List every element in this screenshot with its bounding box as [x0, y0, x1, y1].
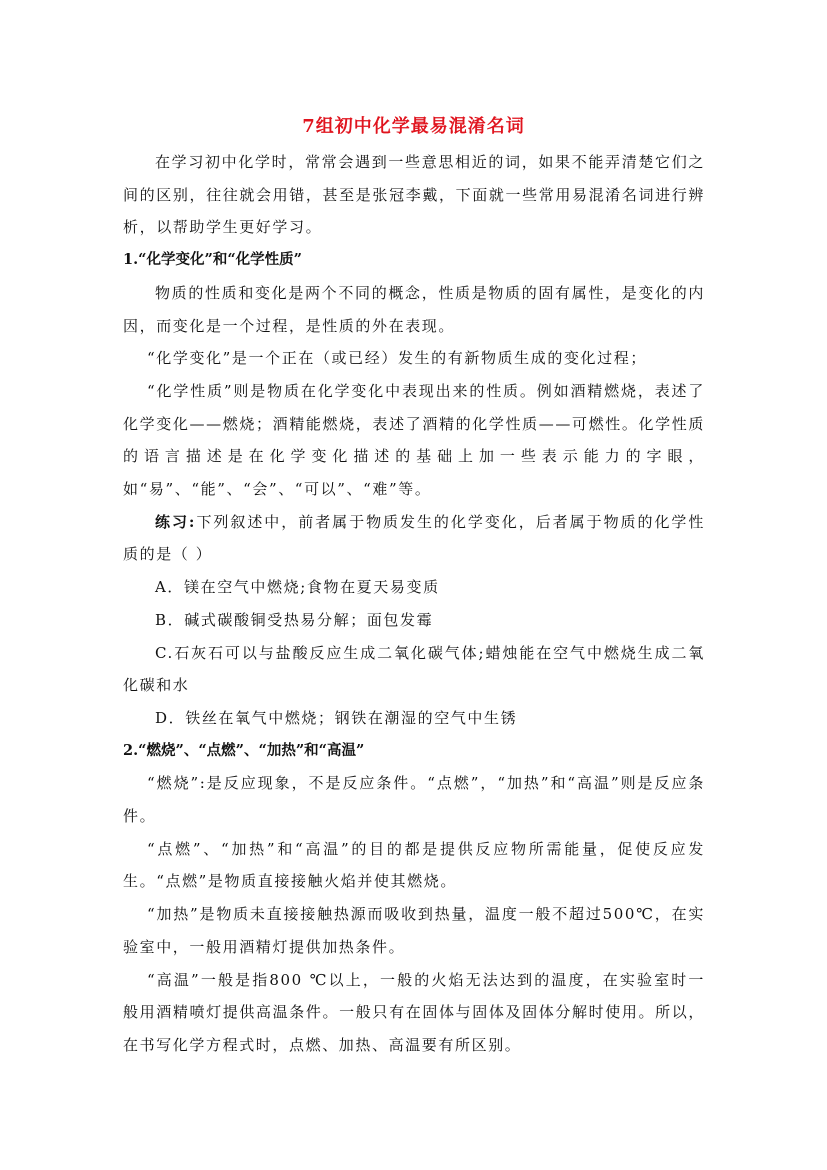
document-title: 7组初中化学最易混淆名词: [302, 116, 525, 137]
option-c: C.石灰石可以与盐酸反应生成二氧化碳气体;蜡烛能在空气中燃烧生成二氧化碳和水: [123, 643, 705, 695]
option-d: D．铁丝在氧气中燃烧；钢铁在潮湿的空气中生锈: [155, 708, 518, 727]
section-2-paragraph-3: “加热”是物质未直接接触热源而吸收到热量，温度一般不超过500℃，在实验室中，一般用酒精灯提供加热条件。: [123, 905, 705, 956]
intro-paragraph: 在学习初中化学时，常常会遇到一些意思相近的词，如果不能弄清楚它们之间的区别，往往就会用错，甚至是张冠李戴，下面就一些常用易混淆名词进行辨析，以帮助学生更好学习。: [123, 153, 705, 237]
section-2-paragraph-1: “燃烧”:是反应现象，不是反应条件。“点燃”，“加热”和“高温”则是反应条件。: [123, 774, 705, 826]
section-2-paragraph-2: “点燃”、“加热”和“高温”的目的都是提供反应物所需能量，促使反应发生。“点燃”是物质直接接触火焰并使其燃烧。: [123, 839, 705, 891]
section-1-paragraph-3: “化学性质”则是物质在化学变化中表现出来的性质。例如酒精燃烧，表述了化学变化——燃烧；酒精能燃烧，表述了酒精的化学性质——可燃性。化学性质的语言描述是在化学变化描述的基础上加一些表示能力的字眼，如“易”、“能”、“会”、“可以”、“难”等。: [123, 381, 705, 499]
exercise-label: 练习:: [155, 512, 197, 531]
option-a: A．镁在空气中燃烧;食物在夏天易变质: [155, 578, 440, 597]
exercise-text: 下列叙述中，前者属于物质发生的化学变化，后者属于物质的化学性质的是（ ）: [123, 512, 705, 564]
section-1-paragraph-1: 物质的性质和变化是两个不同的概念，性质是物质的固有属性，是变化的内因，而变化是一个过程，是性质的外在表现。: [123, 283, 705, 335]
section-1-heading: 1.“化学变化”和“化学性质”: [123, 251, 302, 269]
section-2-heading: 2.“燃烧”、“点燃”、“加热”和“高温”: [123, 741, 365, 759]
document-body: [123, 146, 705, 1062]
option-b: B．碱式碳酸铜受热易分解；面包发霉: [155, 610, 434, 629]
section-2-paragraph-4: “高温”一般是指800 ℃以上，一般的火焰无法达到的温度，在实验室时一般用酒精喷灯提供高温条件。一般只有在固体与固体及固体分解时使用。所以，在书写化学方程式时，点燃、加热、高温要有所区别。: [123, 970, 705, 1054]
exercise-paragraph: [123, 506, 705, 571]
section-1-paragraph-2: “化学变化”是一个正在（或已经）发生的有新物质生成的变化过程；: [147, 349, 647, 368]
